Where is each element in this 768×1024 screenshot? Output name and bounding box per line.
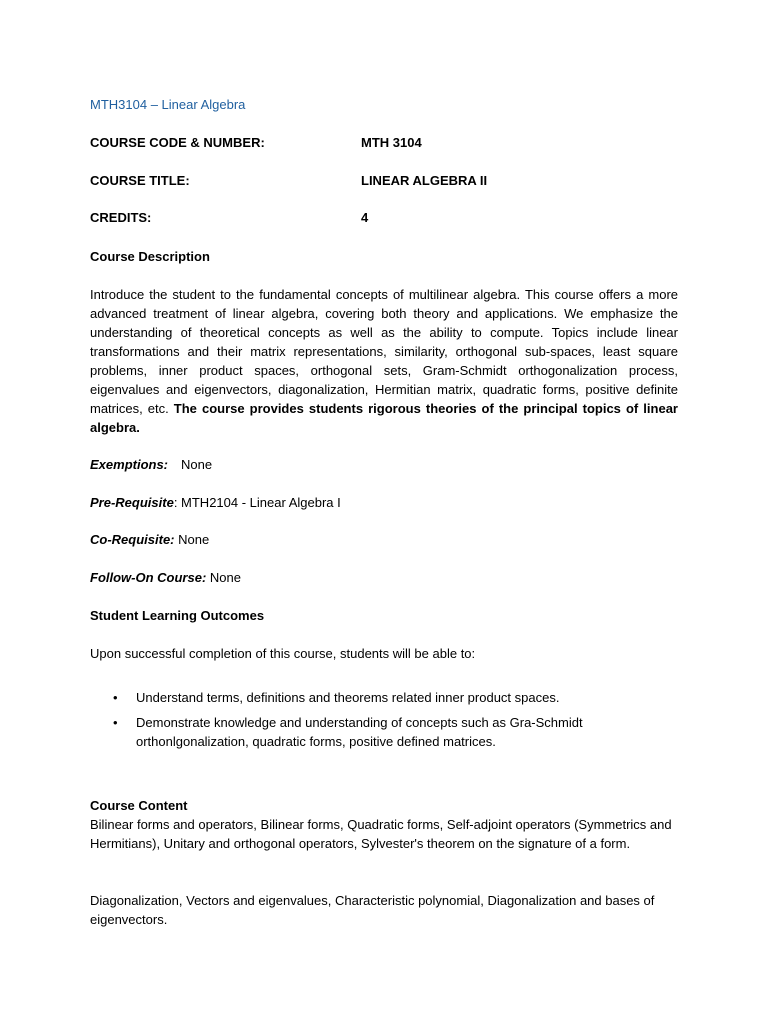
list-item bbox=[90, 688, 678, 707]
course-content-title: Course Content bbox=[90, 798, 188, 813]
follow-on-value: None bbox=[206, 570, 241, 585]
follow-on-line bbox=[90, 568, 241, 587]
corequisite-line bbox=[90, 530, 209, 549]
learning-outcomes-intro: Upon successful completion of this course, students will be able to: bbox=[90, 646, 476, 661]
list-item bbox=[90, 713, 678, 751]
document-heading: MTH3104 – Linear Algebra bbox=[90, 97, 246, 112]
prerequisite-line bbox=[90, 493, 341, 512]
course-description-body: Introduce the student to the fundamental concepts of multilinear algebra. This course offers a more advanced treatment of linear algebra, covering both theory and applications. We emphasize the understanding of theoretical concepts as well as the ability to compute. Topics include linear transformations and their matrix representations, similarity, orthogonal sub-spaces, least square problems, inner product spaces, orthogonal sets, Gram-Schmidt orthogonalization process, eigenvalues and eigenvectors, diagonalization, Hermitian matrix, quadratic forms, positive definite matrices, etc. bbox=[90, 287, 678, 416]
course-code-label: COURSE CODE & NUMBER: bbox=[90, 135, 265, 150]
learning-outcomes-title: Student Learning Outcomes bbox=[90, 608, 265, 623]
credits-label: CREDITS: bbox=[90, 210, 152, 225]
exemptions-label: Exemptions: bbox=[90, 457, 169, 472]
course-description-text bbox=[90, 285, 678, 437]
course-description-bold-tail: The course provides students rigorous theories of the principal topics of linear algebra. bbox=[90, 401, 678, 435]
corequisite-label: Co-Requisite: bbox=[90, 532, 175, 547]
corequisite-value: None bbox=[174, 532, 210, 547]
course-description-title: Course Description bbox=[90, 249, 210, 264]
exemptions-line bbox=[90, 455, 212, 474]
course-content-paragraph-1: Bilinear forms and operators, Bilinear forms, Quadratic forms, Self-adjoint operators (Symmetrics and Hermitians), Unitary and orthogonal operators, Sylvester's theorem on the signature of a form. bbox=[90, 817, 672, 851]
course-content-paragraph-2: Diagonalization, Vectors and eigenvalues, Characteristic polynomial, Diagonalization and bases of eigenvectors. bbox=[90, 893, 655, 927]
learning-outcome-text: Understand terms, definitions and theorems related inner product spaces. bbox=[136, 690, 560, 705]
follow-on-label: Follow-On Course: bbox=[90, 570, 207, 585]
course-title-value: LINEAR ALGEBRA II bbox=[361, 173, 488, 188]
prerequisite-value: : MTH2104 - Linear Algebra I bbox=[173, 495, 341, 510]
course-code-value: MTH 3104 bbox=[361, 135, 422, 150]
bullet-icon: • bbox=[113, 715, 118, 730]
credits-value: 4 bbox=[361, 210, 369, 225]
bullet-icon: • bbox=[113, 690, 118, 705]
exemptions-value: None bbox=[181, 457, 213, 472]
learning-outcome-text: Demonstrate knowledge and understanding of concepts such as Gra-Schmidt orthonlgonalization, quadratic forms, positive defined matrices. bbox=[136, 715, 583, 749]
prerequisite-label: Pre-Requisite bbox=[90, 495, 174, 510]
course-title-label: COURSE TITLE: bbox=[90, 173, 190, 188]
learning-outcomes-list bbox=[90, 688, 678, 757]
